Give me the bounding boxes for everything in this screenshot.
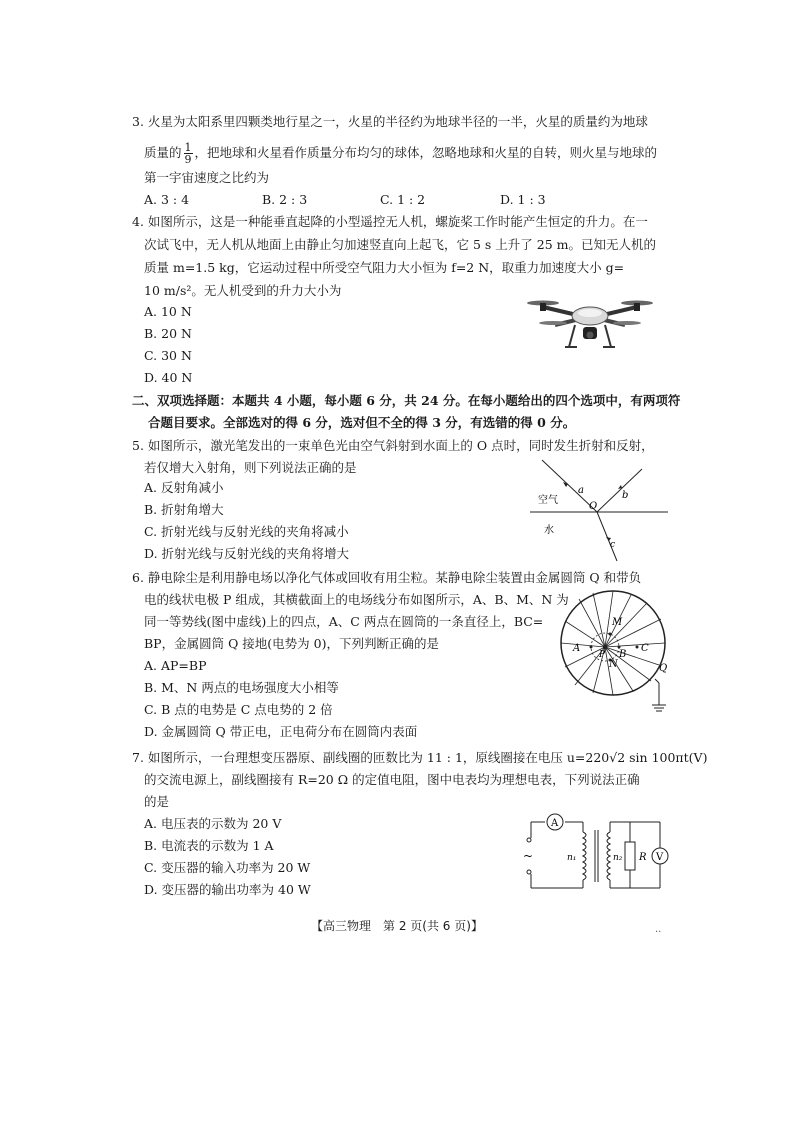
input-terminal-top xyxy=(527,838,531,842)
q4-option-a[interactable]: A. 10 N xyxy=(144,304,192,319)
q3-option-b[interactable]: B. 2 : 3 xyxy=(262,192,308,207)
drone-image xyxy=(525,285,655,360)
primary-coil xyxy=(583,832,586,880)
q7-option-a[interactable]: A. 电压表的示数为 20 V xyxy=(144,816,282,831)
section2-heading-line1: 二、双项选择题：本题共 4 小题，每小题 6 分，共 24 分。在每小题给出的四个选项中，有两项符 xyxy=(132,393,681,408)
point-a-label: A xyxy=(573,643,581,654)
ray-b-label: b xyxy=(622,490,629,501)
ray-a-label: a xyxy=(578,485,584,496)
q3-fraction-numerator: 1 xyxy=(184,141,192,154)
q7-option-d[interactable]: D. 变压器的输出功率为 40 W xyxy=(144,882,311,897)
q5-option-b[interactable]: B. 折射角增大 xyxy=(144,502,224,517)
air-label: 空气 xyxy=(538,495,558,506)
resistor-r xyxy=(625,842,635,870)
ray-c-label: c xyxy=(610,540,616,550)
point-c-label: C xyxy=(641,643,649,654)
transformer-circuit xyxy=(515,810,685,895)
q4-stem-line1: 4. 如图所示，这是一种能垂直起降的小型遥控无人机，螺旋桨工作时能产生恒定的升力。在一 xyxy=(132,214,648,229)
q5-option-d[interactable]: D. 折射光线与反射光线的夹角将增大 xyxy=(144,546,350,561)
ac-source-label: ~ xyxy=(523,849,534,863)
q3-stem-line2-pre: 质量的 xyxy=(144,145,182,160)
q3-stem-line2 xyxy=(144,142,657,165)
corner-mark: .. xyxy=(655,924,662,935)
q3-stem-line2-post: ，把地球和火星看作质量分布均匀的球体，忽略地球和火星的自转，则火星与地球的 xyxy=(194,145,658,160)
q7-stem-line2: 的交流电源上，副线圈接有 R=20 Ω 的定值电阻，图中电表均为理想电表，下列说法正确 xyxy=(144,772,640,787)
q7-option-c[interactable]: C. 变压器的输入功率为 20 W xyxy=(144,860,311,875)
n1-label: n₁ xyxy=(567,853,577,863)
q7-stem-line3: 的是 xyxy=(144,794,170,809)
q6-option-a[interactable]: A. AP=BP xyxy=(144,658,207,673)
q6-option-d[interactable]: D. 金属圆筒 Q 带正电，正电荷分布在圆筒内表面 xyxy=(144,724,418,739)
reflected-ray xyxy=(597,469,642,512)
ground-icon xyxy=(652,705,666,711)
q6-stem-line3: 同一等势线(图中虚线)上的四点，A、C 两点在圆筒的一条直径上，BC= xyxy=(144,614,544,629)
q5-stem-line2: 若仅增大入射角，则下列说法正确的是 xyxy=(144,460,357,475)
cylinder-q-label: Q xyxy=(659,663,668,674)
q6-stem-line4: BP，金属圆筒 Q 接地(电势为 0)，下列判断正确的是 xyxy=(144,636,439,651)
point-p-label: P xyxy=(599,650,606,660)
q7-option-b[interactable]: B. 电流表的示数为 1 A xyxy=(144,838,274,853)
q4-option-d[interactable]: D. 40 N xyxy=(144,370,193,385)
voltmeter-label: V xyxy=(656,852,664,863)
secondary-coil xyxy=(607,832,610,880)
q6-stem-line1: 6. 静电除尘是利用静电场以净化气体或回收有用尘粒。某静电除尘装置由金属圆筒 Q 和带负 xyxy=(132,570,642,585)
q4-option-c[interactable]: C. 30 N xyxy=(144,348,192,363)
q3-option-c[interactable]: C. 1 : 2 xyxy=(380,192,426,207)
point-n-label: N xyxy=(609,659,618,670)
q5-option-a[interactable]: A. 反射角减小 xyxy=(144,480,224,495)
q4-option-b[interactable]: B. 20 N xyxy=(144,326,192,341)
page-footer: 【高三物理 第 2 页(共 6 页)】 xyxy=(311,919,483,933)
refraction-diagram xyxy=(530,455,670,565)
q3-stem-line3: 第一宇宙速度之比约为 xyxy=(144,170,270,185)
q3-fraction xyxy=(184,142,193,165)
q3-fraction-denominator: 9 xyxy=(184,153,192,166)
q4-stem-line2: 次试飞中，无人机从地面上由静止匀加速竖直向上起飞，它 5 s 上升了 25 m。已知无人机的 xyxy=(144,237,656,252)
point-m-label: M xyxy=(612,617,623,628)
q3-option-a[interactable]: A. 3 : 4 xyxy=(144,192,190,207)
q5-option-c[interactable]: C. 折射光线与反射光线的夹角将减小 xyxy=(144,524,349,539)
point-o-label: O xyxy=(589,501,598,512)
q3-stem-line1: 3. 火星为太阳系里四颗类地行星之一，火星的半径约为地球半径的一半，火星的质量约为地球 xyxy=(132,114,648,129)
precipitator-diagram xyxy=(555,585,680,720)
q5-stem-line1: 5. 如图所示，激光笔发出的一束单色光由空气斜射到水面上的 O 点时，同时发生折射和反射， xyxy=(132,438,654,453)
q6-option-c[interactable]: C. B 点的电势是 C 点电势的 2 倍 xyxy=(144,702,333,717)
input-terminal-bottom xyxy=(527,870,531,874)
q6-stem-line2: 电的线状电极 P 组成，其横截面上的电场线分布如图所示，A、B、M、N 为 xyxy=(144,592,569,607)
point-b-label: B xyxy=(619,649,627,660)
q6-option-b[interactable]: B. M、N 两点的电场强度大小相等 xyxy=(144,680,339,695)
water-label: 水 xyxy=(544,525,554,536)
q7-stem-line1: 7. 如图所示，一台理想变压器原、副线圈的匝数比为 11 : 1，原线圈接在电压 u=220√2 sin 100πt(V) xyxy=(132,750,708,765)
drone-body xyxy=(565,307,615,347)
q4-stem-line4: 10 m/s²。无人机受到的升力大小为 xyxy=(144,283,342,298)
refracted-ray xyxy=(597,512,617,561)
section2-heading-line2: 合题目要求。全部选对的得 6 分，选对但不全的得 3 分，有选错的得 0 分。 xyxy=(148,415,576,430)
q3-option-d[interactable]: D. 1 : 3 xyxy=(500,192,546,207)
n2-label: n₂ xyxy=(613,853,623,863)
q4-stem-line3: 质量 m=1.5 kg，它运动过程中所受空气阻力大小恒为 f=2 N，取重力加速度大小 g= xyxy=(144,260,625,275)
ammeter-label: A xyxy=(551,818,559,829)
electrode-p xyxy=(603,645,607,649)
resistor-label: R xyxy=(639,852,647,863)
